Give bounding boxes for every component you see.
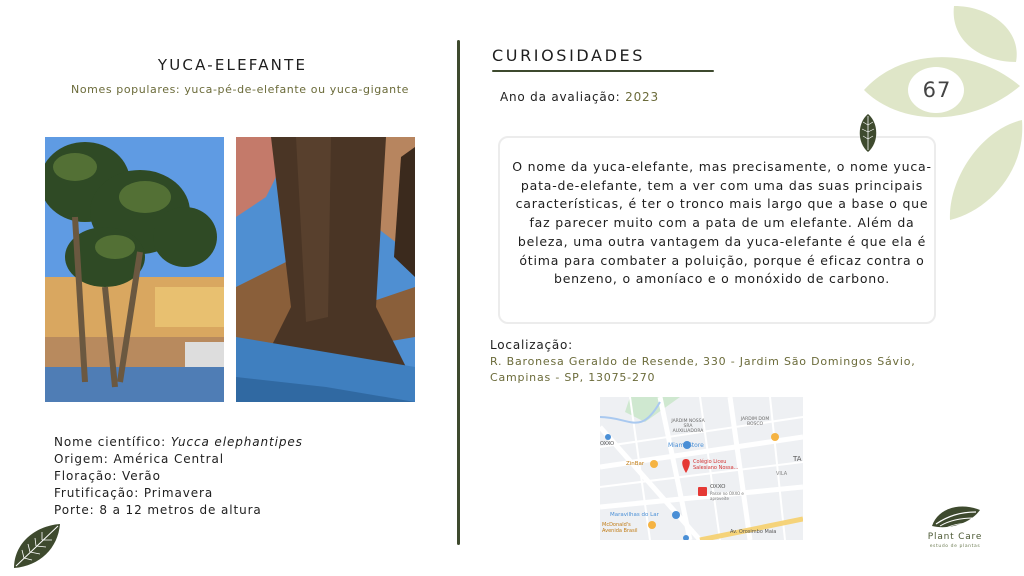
- map-label-jardim-nossa: JARDIM NOSSA SRA AUXILIADORA: [671, 419, 705, 434]
- curiosity-text: O nome da yuca-elefante, mas precisamente, o nome yuca-pata-de-elefante, tem a ver com uma das suas principais características, é ter o tronco mais largo que a base o que faz parecer muito com a pata de um elefante. Além da beleza, uma outra vantagem da yuca-elefante é que ela é ótima para combater a poluição, porque é eficaz contra o benzeno, o amoníaco e o monóxido de carbono.: [512, 159, 932, 287]
- map-label-mcdonalds: McDonald's Avenida Brasil: [602, 522, 638, 534]
- plant-care-logo-icon: [930, 502, 982, 536]
- plant-photo-full: [45, 137, 224, 402]
- map-label-jardim-dom: JARDIM DOM BOSCO: [740, 417, 770, 427]
- fact-scientific-value: Yucca elephantipes: [170, 435, 303, 449]
- map-label-vila: VILA: [776, 471, 788, 477]
- map-label-av: Av. Orosimbo Maia: [730, 529, 777, 535]
- fact-fruiting: Frutificação: Primavera: [54, 486, 214, 500]
- column-divider: [457, 40, 460, 545]
- brand-tagline: estudo de plantas: [929, 544, 981, 549]
- leaf-icon: [857, 113, 879, 157]
- map-label-maravilhas: Maravilhas do Lar: [610, 512, 659, 518]
- leaf-decoration-bottom-left: [10, 522, 62, 574]
- location-label: Localização:: [490, 338, 574, 352]
- map-label-ta: TA: [793, 455, 802, 463]
- fact-origin: Origem: América Central: [54, 452, 224, 466]
- fact-size: Porte: 8 a 12 metros de altura: [54, 503, 262, 517]
- page-number: 67: [922, 78, 952, 102]
- evaluation-year-value: 2023: [625, 90, 659, 104]
- map-label-oxxo: OXXO: [710, 484, 726, 490]
- plant-title: YUCA-ELEFANTE: [157, 56, 308, 74]
- brand-name: Plant Care: [927, 532, 983, 542]
- fact-flowering: Floração: Verão: [54, 469, 161, 483]
- map-label-miami: Miami Store: [668, 442, 704, 449]
- evaluation-label: Ano da avaliação:: [500, 90, 626, 104]
- location-map[interactable]: [600, 397, 803, 540]
- map-label-zinbar: ZinBar: [626, 461, 645, 467]
- location-address: R. Baronesa Geraldo de Resende, 330 - Jardim São Domingos Sávio, Campinas - SP, 13075-270: [490, 355, 916, 384]
- plant-facts: [54, 434, 303, 519]
- section-title-underline: [492, 70, 714, 72]
- evaluation-year: [500, 90, 659, 104]
- fact-scientific-name: [54, 434, 303, 451]
- section-title: CURIOSIDADES: [492, 46, 645, 65]
- map-label-colegio: Colégio Liceu Salesiano Nossa...: [693, 459, 739, 471]
- popular-names: Nomes populares: yuca-pé-de-elefante ou yuca-gigante: [71, 83, 409, 96]
- fact-scientific-label: Nome científico:: [54, 435, 171, 449]
- map-label-oxxo-sub: Passe no OXXO e aproveite: [710, 491, 744, 501]
- plant-photo-trunk: [236, 137, 415, 402]
- map-label-oxxo-left: OXXO: [600, 441, 615, 447]
